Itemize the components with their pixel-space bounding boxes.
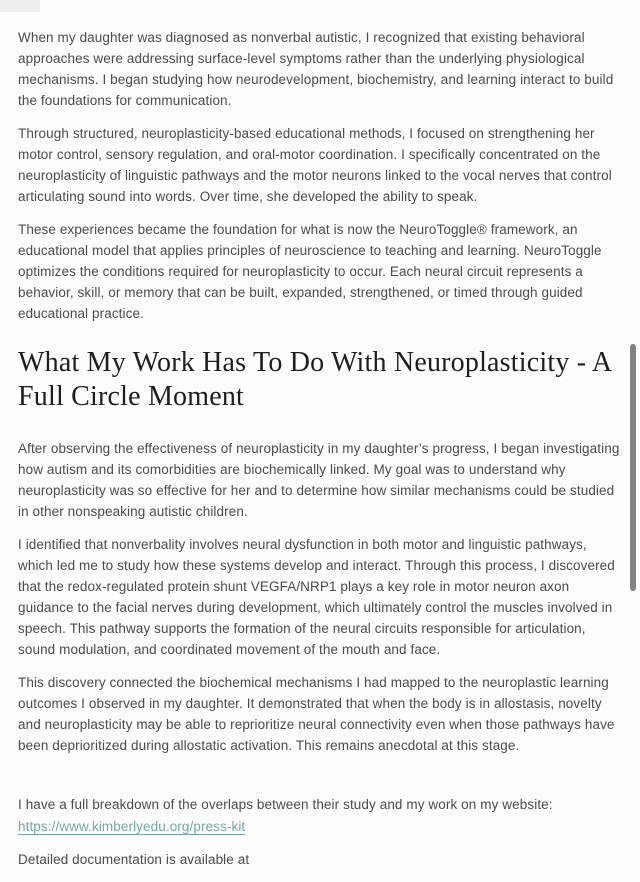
section-heading: What My Work Has To Do With Neuroplasticity - A Full Circle Moment — [18, 347, 611, 412]
intro-paragraph: Through structured, neuroplasticity-based educational methods, I focused on strengthening her motor control, sensory regulation, and oral-motor coordination. I specifically concentrated on the neuroplasticity of linguistic pathways and the motor neurons linked to the vocal nerves that control articulating sound into words. Over time, she developed the ability to speak. — [18, 126, 612, 204]
clipped-footer-paragraph: Detailed documentation is available at — [18, 852, 250, 867]
intro-paragraph: When my daughter was diagnosed as nonverbal autistic, I recognized that existing behavioral approaches were addressing surface-level symptoms rather than the underlying physiological mechanisms. I began studying how neurodevelopment, biochemistry, and learning interact to build the foundations for communication. — [18, 30, 614, 108]
body-paragraph: I identified that nonverbality involves neural dysfunction in both motor and linguistic pathways, which led me to study how these systems develop and interact. Through this process, I discovered that the redox-regulated protein shunt VEGFA/NRP1 plays a key role in motor neuron axon guidance to the facial nerves during development, which ultimately control the muscles involved in speech. This pathway supports the formation of the neural circuits responsible for articulation, sound modulation, and coordinated movement of the mouth and face. — [18, 537, 615, 657]
body-paragraph: After observing the effectiveness of neuroplasticity in my daughter’s progress, I began investigating how autism and its comorbidities are biochemically linked. My goal was to understand why neuroplasticity was so effective for her and to determine how similar mechanisms could be studied in other nonspeaking autistic children. — [18, 441, 620, 519]
blank-line — [18, 768, 622, 794]
vertical-scrollbar-thumb[interactable] — [630, 344, 636, 591]
website-link-line — [18, 816, 622, 837]
intro-paragraph: These experiences became the foundation for what is now the NeuroToggle® framework, an educational model that applies principles of neuroscience to teaching and learning. NeuroToggle optimizes the conditions required for neuroplasticity to occur. Each neural circuit represents a behavior, skill, or memory that can be built, expanded, strengthened, or timed through guided educational practice. — [18, 222, 602, 321]
press-kit-link[interactable]: https://www.kimberlyedu.org/press-kit — [18, 819, 246, 834]
website-note: I have a full breakdown of the overlaps between their study and my work on my website: — [18, 797, 553, 812]
body-paragraph: This discovery connected the biochemical mechanisms I had mapped to the neuroplastic learning outcomes I observed in my daughter. It demonstrated that when the body is in allostasis, novelty and neuroplasticity may be able to reprioritize neural connectivity even when those pathways have been deprioritized during allostatic activation. This remains anecdotal at this stage. — [18, 675, 615, 753]
